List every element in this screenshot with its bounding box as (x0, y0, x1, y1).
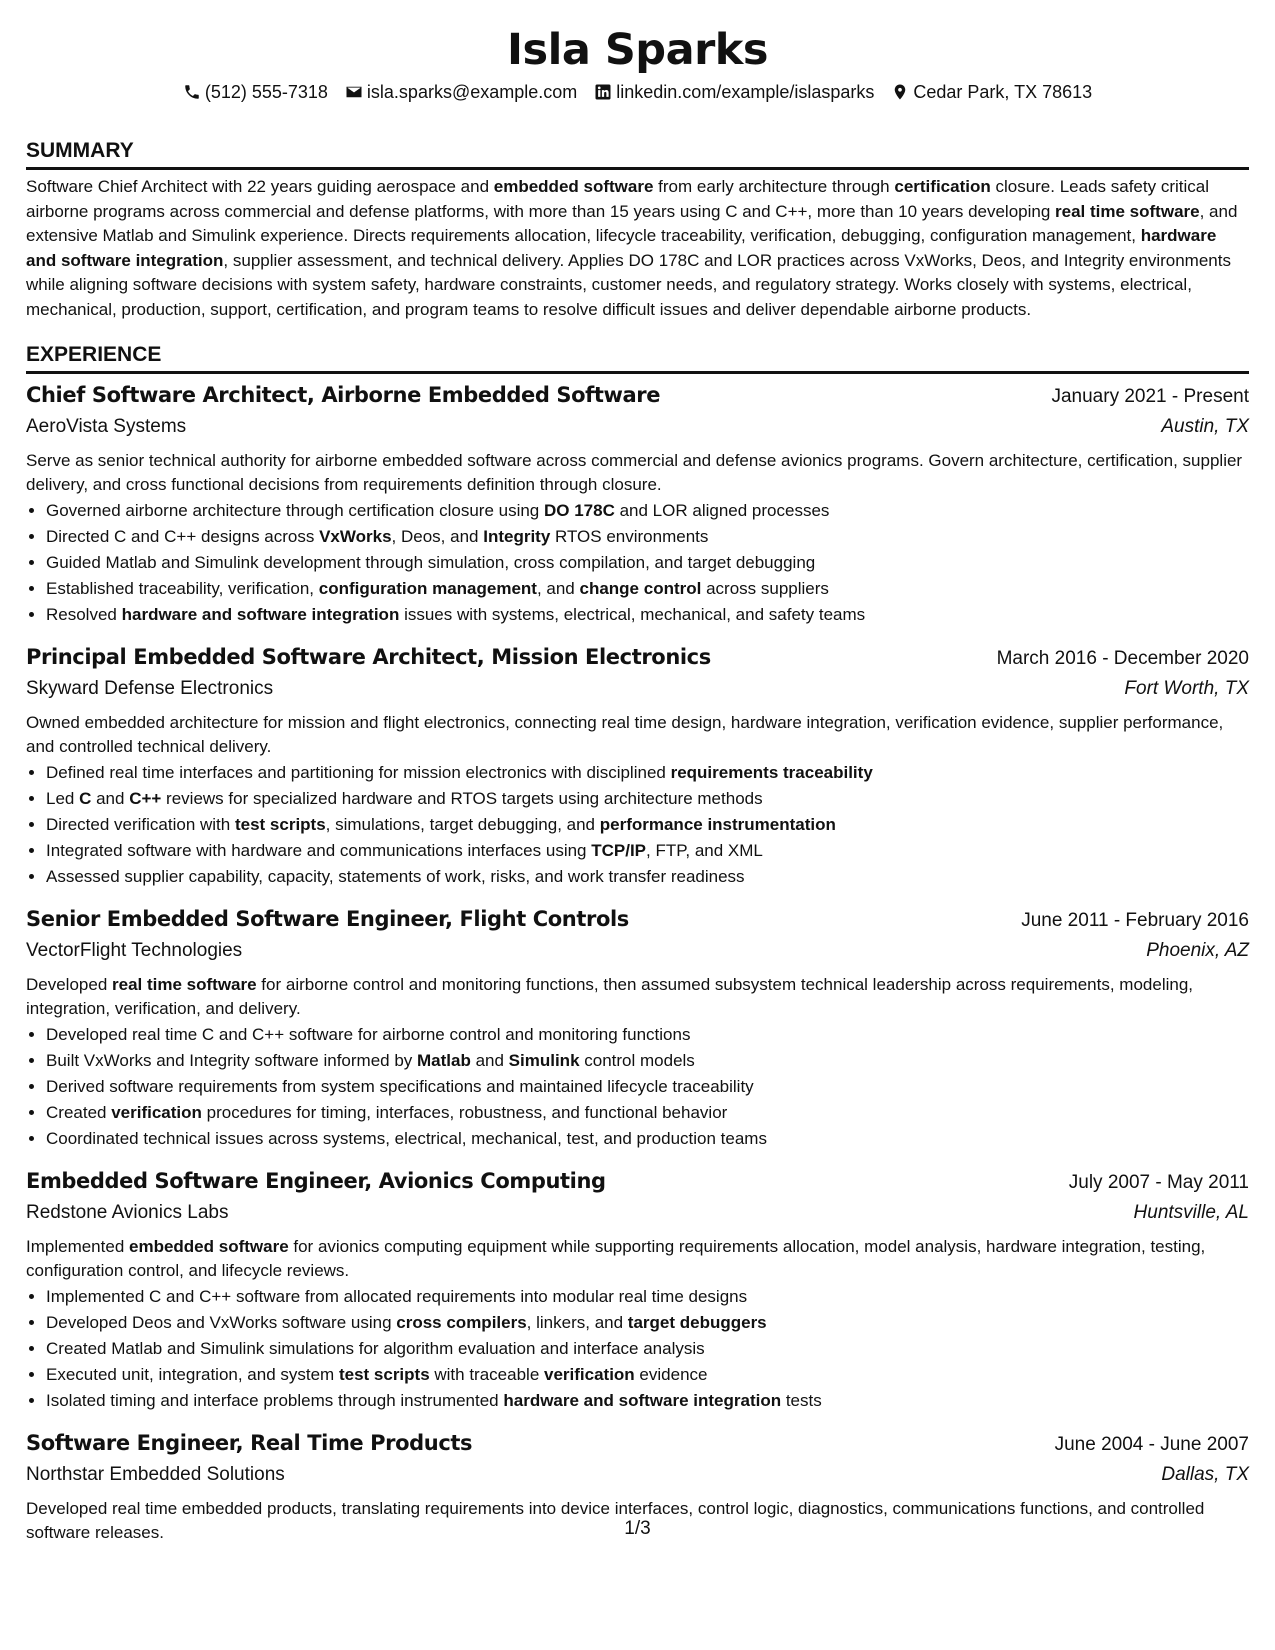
job-description: Owned embedded architecture for mission and flight electronics, connecting real time design, hardware integration, verification evidence, supplier performance, and controlled technical delivery. (26, 713, 1224, 756)
job-title: Software Engineer, Real Time Products (26, 1431, 473, 1455)
bold-keyword: configuration management (318, 579, 537, 598)
bold-keyword: embedded software (493, 177, 654, 196)
job-title: Embedded Software Engineer, Avionics Computing (26, 1169, 606, 1193)
job-bullet: • Established traceability, verification, configuration management, and change control across suppliers (46, 576, 1249, 602)
job-title: Chief Software Architect, Airborne Embedded Software (26, 383, 661, 407)
bold-keyword: C++ (129, 789, 162, 808)
job-bullet: • Coordinated technical issues across systems, electrical, mechanical, test, and production teams (46, 1126, 1249, 1152)
job-location: Huntsville, AL (1133, 1202, 1249, 1223)
job-bullet: • Implemented C and C++ software from allocated requirements into modular real time designs (46, 1284, 1249, 1310)
job-bullet: • Governed airborne architecture through certification closure using DO 178C and LOR aligned processes (46, 498, 1249, 524)
job-dates: January 2021 - Present (1051, 386, 1249, 407)
resume-page (26, 0, 1249, 1544)
bold-keyword: VxWorks (319, 527, 392, 546)
bold-keyword: verification (111, 1103, 202, 1122)
phone-text[interactable]: (512) 555-7318 (204, 82, 328, 102)
phone-icon (183, 83, 201, 101)
bold-keyword: certification (894, 177, 991, 196)
job-bullet: • Developed real time C and C++ software for airborne control and monitoring functions (46, 1022, 1249, 1048)
bold-keyword: hardware and software integration (503, 1391, 782, 1410)
job-bullets (26, 760, 1249, 890)
location-text: Cedar Park, TX 78613 (913, 82, 1093, 102)
job-location: Austin, TX (1161, 416, 1249, 437)
job-description: Serve as senior technical authority for airborne embedded software across commercial and defense avionics programs. Govern architecture, certification, supplier delivery, and cross functional decisions from requirements definition through closure. (26, 451, 1243, 494)
map-pin-icon (891, 83, 909, 101)
job-description: Developed real time software for airborne control and monitoring functions, then assumed subsystem technical leadership across requirements, modeling, integration, verification, and delivery. (26, 975, 1194, 1018)
job-entry (26, 1166, 1249, 1414)
job-company: Skyward Defense Electronics (26, 678, 274, 699)
bold-keyword: Matlab (417, 1051, 471, 1070)
bold-keyword: test scripts (234, 815, 326, 834)
job-bullet: • Directed verification with test scripts, simulations, target debugging, and performance instrumentation (46, 812, 1249, 838)
job-description: Developed real time embedded products, translating requirements into device interfaces, control logic, diagnostics, communications functions, and controlled software releases. (26, 1499, 1205, 1542)
job-title: Principal Embedded Software Architect, Mission Electronics (26, 645, 711, 669)
experience-list (26, 380, 1249, 1544)
candidate-name: Isla Sparks (507, 25, 768, 75)
job-bullet: • Isolated timing and interface problems through instrumented hardware and software integration tests (46, 1388, 1249, 1414)
job-company: Northstar Embedded Solutions (26, 1464, 285, 1485)
job-bullet: • Integrated software with hardware and communications interfaces using TCP/IP, FTP, and XML (46, 838, 1249, 864)
bold-keyword: hardware and software integration (26, 226, 1217, 270)
job-bullet: • Defined real time interfaces and partitioning for mission electronics with disciplined requirements traceability (46, 760, 1249, 786)
contact-phone (183, 80, 328, 104)
job-dates: July 2007 - May 2011 (1068, 1172, 1249, 1193)
bold-keyword: real time software (112, 975, 257, 994)
bold-keyword: change control (579, 579, 702, 598)
job-bullet: • Directed C and C++ designs across VxWorks, Deos, and Integrity RTOS environments (46, 524, 1249, 550)
job-bullets (26, 1284, 1249, 1414)
contact-bar (26, 80, 1249, 104)
summary-text: Software Chief Architect with 22 years guiding aerospace and embedded software from early architecture through certification closure. Leads safety critical airborne programs across commercial and defense platforms, with more than 15 years using C and C++, more than 10 years developing real time software, and extensive Matlab and Simulink experience. Directs requirements allocation, lifecycle traceability, verification, debugging, configuration management, hardware and software integration, supplier assessment, and technical delivery. Applies DO 178C and LOR practices across VxWorks, Deos, and Integrity environments while aligning software decisions with system safety, hardware constraints, customer needs, and regulatory strategy. Works closely with systems, electrical, mechanical, production, support, certification, and program teams to resolve difficult issues and deliver dependable airborne products. (26, 177, 1238, 319)
bold-keyword: verification (544, 1365, 635, 1384)
job-dates: June 2011 - February 2016 (1021, 910, 1249, 931)
job-bullet: • Developed Deos and VxWorks software using cross compilers, linkers, and target debuggers (46, 1310, 1249, 1336)
bold-keyword: DO 178C (544, 501, 615, 520)
contact-linkedin (594, 80, 874, 104)
bold-keyword: hardware and software integration (121, 605, 400, 624)
job-bullet: • Created Matlab and Simulink simulations for algorithm evaluation and interface analysis (46, 1336, 1249, 1362)
job-bullet: • Created verification procedures for timing, interfaces, robustness, and functional behavior (46, 1100, 1249, 1126)
bold-keyword: target debuggers (627, 1313, 767, 1332)
job-bullet: • Executed unit, integration, and system test scripts with traceable verification evidence (46, 1362, 1249, 1388)
job-bullet: • Guided Matlab and Simulink development through simulation, cross compilation, and target debugging (46, 550, 1249, 576)
job-company: VectorFlight Technologies (26, 940, 243, 961)
job-entry (26, 642, 1249, 890)
linkedin-icon (594, 83, 612, 101)
job-location: Fort Worth, TX (1124, 678, 1249, 699)
contact-email (345, 80, 577, 104)
job-entry (26, 380, 1249, 628)
job-entry (26, 904, 1249, 1152)
bold-keyword: performance instrumentation (599, 815, 836, 834)
job-location: Phoenix, AZ (1146, 940, 1249, 961)
bold-keyword: embedded software (129, 1237, 289, 1256)
job-company: AeroVista Systems (26, 416, 187, 437)
job-bullet: • Led C and C++ reviews for specialized hardware and RTOS targets using architecture methods (46, 786, 1249, 812)
bold-keyword: real time software (1055, 201, 1200, 221)
contact-location (891, 80, 1092, 104)
job-bullet: • Derived software requirements from system specifications and maintained lifecycle traceability (46, 1074, 1249, 1100)
linkedin-text[interactable]: linkedin.com/example/islasparks (616, 82, 875, 102)
bold-keyword: requirements traceability (670, 763, 873, 782)
summary-heading: SUMMARY (26, 137, 1249, 170)
experience-heading: EXPERIENCE (26, 341, 1249, 374)
job-title: Senior Embedded Software Engineer, Flight Controls (26, 907, 629, 931)
job-bullet: • Built VxWorks and Integrity software informed by Matlab and Simulink control models (46, 1048, 1249, 1074)
envelope-icon (345, 83, 363, 101)
job-dates: March 2016 - December 2020 (996, 648, 1249, 669)
bold-keyword: Integrity (483, 527, 551, 546)
job-bullet: • Assessed supplier capability, capacity, statements of work, risks, and work transfer readiness (46, 864, 1249, 890)
job-bullets (26, 1022, 1249, 1152)
bold-keyword: C (79, 789, 92, 808)
bold-keyword: TCP/IP (591, 841, 647, 860)
job-bullets (26, 498, 1249, 628)
job-dates: June 2004 - June 2007 (1054, 1434, 1249, 1455)
job-bullet: • Resolved hardware and software integration issues with systems, electrical, mechanical, and safety teams (46, 602, 1249, 628)
bold-keyword: test scripts (338, 1365, 430, 1384)
bold-keyword: cross compilers (396, 1313, 527, 1332)
job-location: Dallas, TX (1161, 1464, 1249, 1485)
job-company: Redstone Avionics Labs (26, 1202, 229, 1223)
page-number: 1/3 (624, 1518, 651, 1539)
job-description: Implemented embedded software for avionics computing equipment while supporting requirements allocation, model analysis, hardware integration, testing, configuration control, and lifecycle reviews. (26, 1237, 1206, 1280)
email-text[interactable]: isla.sparks@example.com (366, 82, 578, 102)
bold-keyword: Simulink (508, 1051, 580, 1070)
